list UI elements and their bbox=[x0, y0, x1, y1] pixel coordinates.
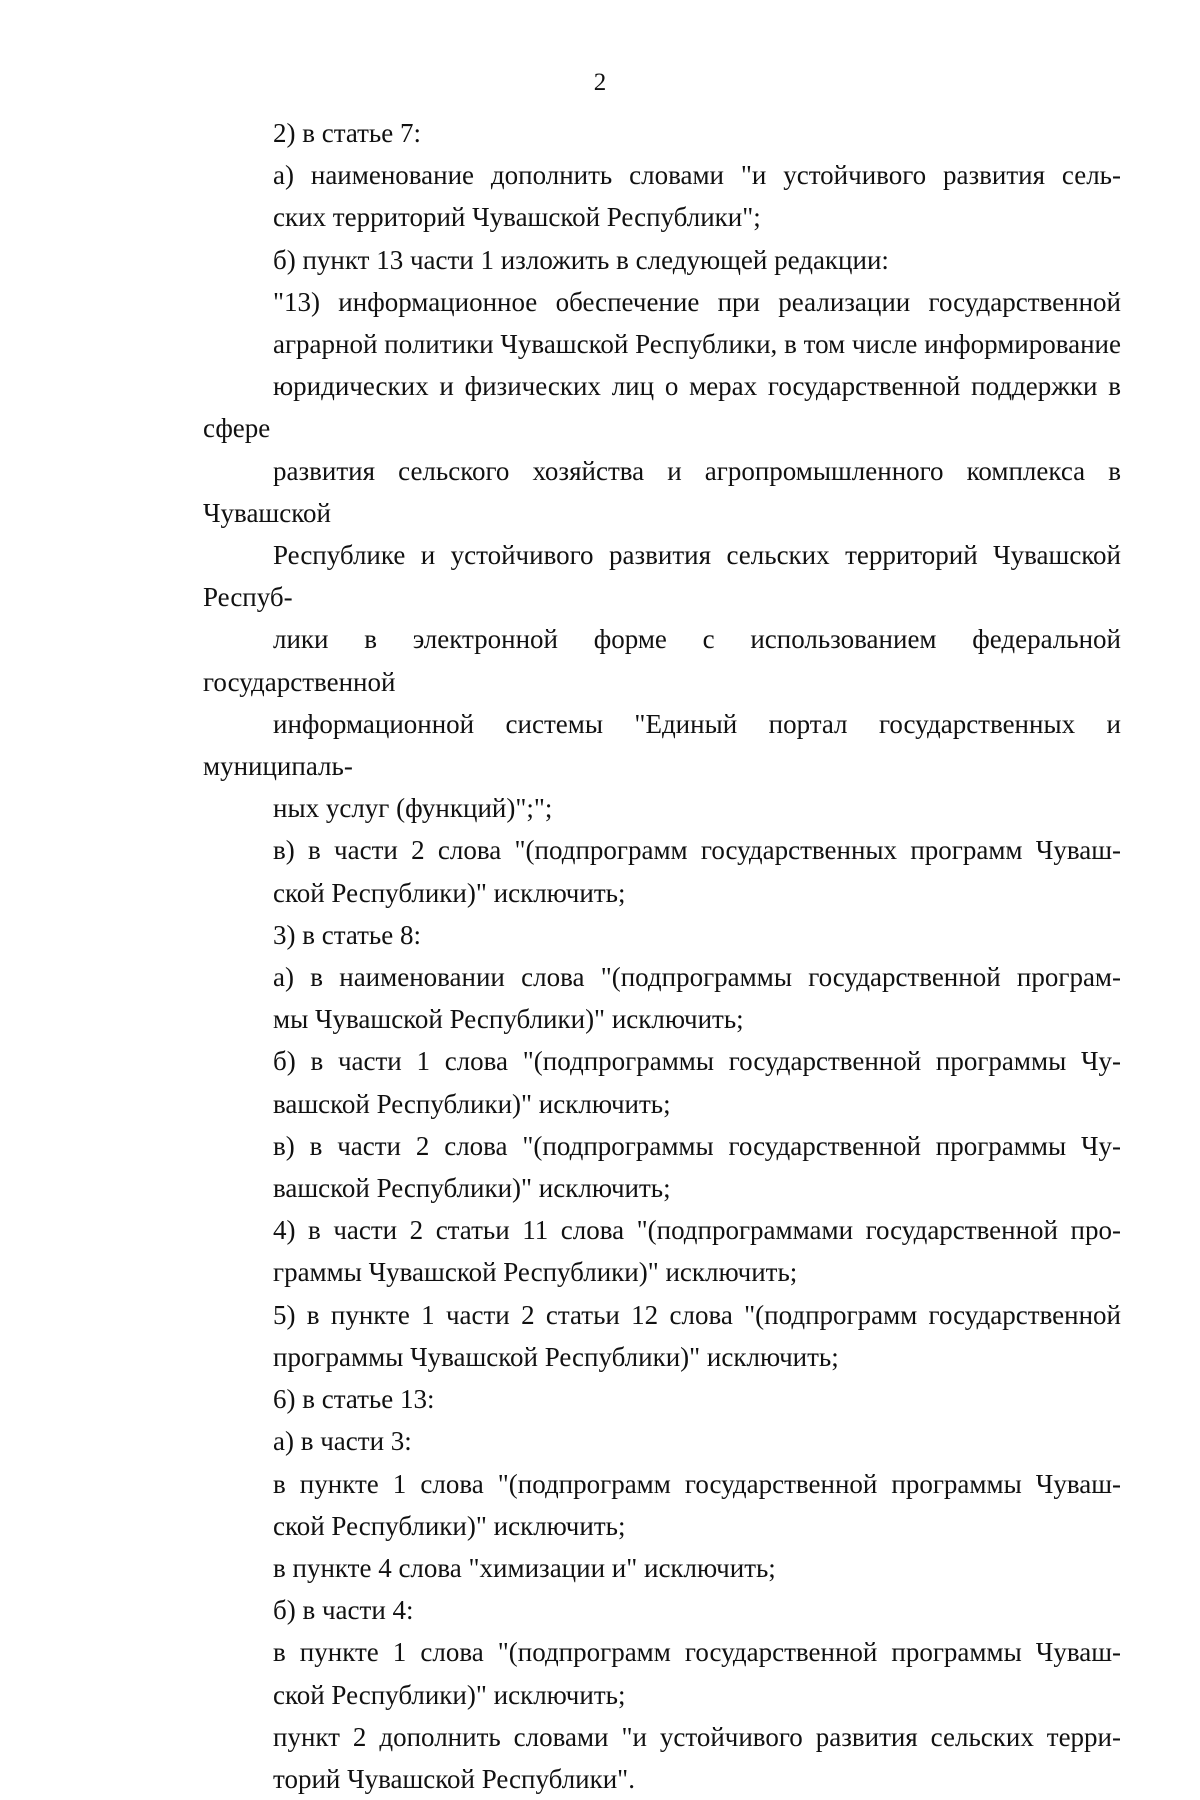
paragraph bbox=[203, 239, 1121, 281]
paragraph bbox=[203, 1125, 1121, 1209]
text-line: Республике и устойчивого развития сельских территорий Чувашской Респуб- bbox=[203, 540, 1121, 613]
text-line: в) в части 2 слова "(подпрограммы государственной программы Чу- bbox=[273, 1130, 1121, 1161]
text-line: в пункте 1 слова "(подпрограмм государственной программы Чуваш- bbox=[273, 1637, 1121, 1668]
paragraph bbox=[203, 1463, 1121, 1547]
paragraph bbox=[203, 1420, 1121, 1462]
text-line: торий Чувашской Республики". bbox=[273, 1763, 635, 1794]
paragraph bbox=[203, 1631, 1121, 1715]
page-number: 2 bbox=[593, 69, 607, 96]
text-line: вашской Республики)" исключить; bbox=[273, 1173, 671, 1204]
paragraph bbox=[203, 956, 1121, 1040]
text-line: б) пункт 13 части 1 изложить в следующей редакции: bbox=[273, 244, 889, 275]
paragraph bbox=[203, 1209, 1121, 1293]
text-line: а) наименование дополнить словами "и устойчивого развития сель- bbox=[273, 160, 1121, 191]
text-line: 5) в пункте 1 части 2 статьи 12 слова "(подпрограмм государственной bbox=[273, 1299, 1121, 1330]
text-line: а) в части 3: bbox=[273, 1426, 412, 1457]
paragraph bbox=[203, 281, 1121, 830]
text-line: лики в электронной форме с использованием федеральной государственной bbox=[203, 624, 1121, 697]
paragraph bbox=[203, 112, 1121, 154]
paragraph bbox=[203, 1294, 1121, 1378]
text-line: "13) информационное обеспечение при реализации государственной bbox=[273, 286, 1121, 317]
paragraph bbox=[203, 154, 1121, 238]
text-line: в пункте 1 слова "(подпрограмм государственной программы Чуваш- bbox=[273, 1468, 1121, 1499]
paragraph bbox=[203, 1040, 1121, 1124]
text-line: б) в части 1 слова "(подпрограммы государственной программы Чу- bbox=[273, 1046, 1121, 1077]
text-line: программы Чувашской Республики)" исключить; bbox=[273, 1341, 839, 1372]
text-line: 2) в статье 7: bbox=[273, 118, 421, 148]
text-line: 6) в статье 13: bbox=[273, 1384, 435, 1415]
paragraph bbox=[203, 829, 1121, 913]
text-line: граммы Чувашской Республики)" исключить; bbox=[273, 1257, 798, 1288]
text-line: 3) в статье 8: bbox=[273, 919, 421, 950]
text-line: в) в части 2 слова "(подпрограмм государственных программ Чуваш- bbox=[273, 835, 1121, 866]
paragraph bbox=[203, 1589, 1121, 1631]
paragraph bbox=[203, 914, 1121, 956]
text-line: 4) в части 2 статьи 11 слова "(подпрограммами государственной про- bbox=[273, 1215, 1121, 1246]
paragraph bbox=[203, 1378, 1121, 1420]
text-line: развития сельского хозяйства и агропромышленного комплекса в Чувашской bbox=[203, 455, 1121, 528]
text-line: ных услуг (функций)";"; bbox=[273, 793, 553, 824]
text-line: а) в наименовании слова "(подпрограммы государственной програм- bbox=[273, 962, 1121, 993]
text-line: б) в части 4: bbox=[273, 1595, 414, 1626]
text-line: ской Республики)" исключить; bbox=[273, 877, 626, 908]
text-line: ской Республики)" исключить; bbox=[273, 1679, 626, 1710]
text-line: вашской Республики)" исключить; bbox=[273, 1088, 671, 1119]
text-line: юридических и физических лиц о мерах государственной поддержки в сфере bbox=[203, 371, 1121, 444]
paragraph bbox=[203, 1547, 1121, 1589]
text-line: пункт 2 дополнить словами "и устойчивого развития сельских терри- bbox=[273, 1721, 1121, 1752]
text-line: аграрной политики Чувашской Республики, в том числе информирование bbox=[273, 329, 1121, 360]
text-line: мы Чувашской Республики)" исключить; bbox=[273, 1004, 744, 1035]
text-line: в пункте 4 слова "химизации и" исключить; bbox=[273, 1552, 776, 1583]
paragraph bbox=[203, 1716, 1121, 1800]
text-line: ских территорий Чувашской Республики"; bbox=[273, 202, 761, 233]
document-body bbox=[203, 112, 1121, 1800]
text-line: информационной системы "Единый портал государственных и муниципаль- bbox=[203, 708, 1121, 782]
text-line: ской Республики)" исключить; bbox=[273, 1510, 626, 1541]
